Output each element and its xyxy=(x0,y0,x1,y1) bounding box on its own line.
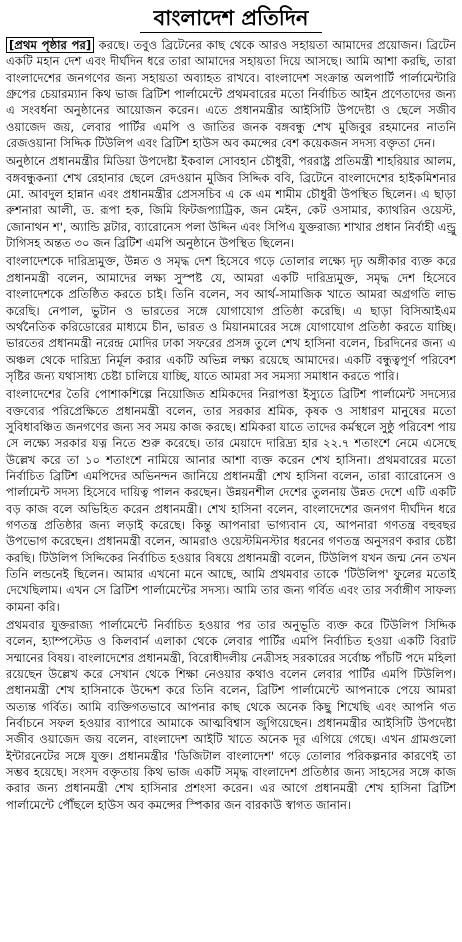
newspaper-name: বাংলাদেশ প্রতিদিন xyxy=(140,4,323,33)
article-paragraph: বাংলাদেশকে দারিদ্র্যমুক্ত, উন্নত ও সমৃদ্ধ দেশ হিসেবে গড়ে তোলার লক্ষ্যে দৃঢ় অঙ্গীকার ব্যক্ত করে প্রধানমন্ত্রী বলেন, আমাদের লক্ষ্য সুস্পষ্ট যে, আমরা একটি দারিদ্র্যমুক্ত, সমৃদ্ধ দেশ হিসেবে বাংলাদেশকে প্রতিষ্ঠিত করতে চাই। তিনি বলেন, সব আর্থ-সামাজিক খাতে আমরা অগ্রগতি লাভ করেছি। নেপাল, ভুটান ও ভারতের সঙ্গে যোগাযোগ প্রতিষ্ঠা করেছি। এ ছাড়া বিসিআইএম অর্থনৈতিক করিডোরের মাধ্যমে চীন, ভারত ও মিয়ানমারের সঙ্গে যোগাযোগ প্রতিষ্ঠা করতে যাচ্ছি। ভারতের প্রধানমন্ত্রী নরেন্দ্র মোদির ঢাকা সফরের প্রসঙ্গ তুলে শেখ হাসিনা বলেন, চিরদিনের জন্য এ অঞ্চল থেকে দারিদ্র্য নির্মূল করার একটি অভিন্ন লক্ষ্য রয়েছে আমাদের। একটি বন্ধুত্বপূর্ণ পরিবেশ সৃষ্টির জন্য যথাসাধ্য চেষ্টা চালিয়ে যাচ্ছি, যাতে আমরা সব সমস্যা সমাধান করতে পারি। xyxy=(6,254,457,383)
article-paragraph: বাংলাদেশের তৈরি পোশাকশিল্পে নিয়োজিত শ্রমিকদের নিরাপত্তা ইস্যুতে ব্রিটিশ পার্লামেন্ট সদস্যের বক্তব্যের পরিপ্রেক্ষিতে প্রধানমন্ত্রী বলেন, তার সরকার শ্রমিক, কৃষক ও সাধারণ মানুষের মতো সুবিধাবঞ্চিত জনগণের জন্য সব সময় কাজ করছে। শ্রমিকরা যাতে তাদের কর্মস্থলে সুষ্ঠু পরিবেশ পায় সে লক্ষ্যে সরকার যত্ন নিতে শুরু করেছে। তার মেয়াদে দারিদ্র্য হার ২২.৭ শতাংশে নেমে এসেছে উল্লেখ করে তা ১০ শতাংশে নামিয়ে আনার আশা ব্যক্ত করেন শেখ হাসিনা। প্রথমবারের মতো নির্বাচিত ব্রিটিশ এমপিদের অভিনন্দন জানিয়ে প্রধানমন্ত্রী শেখ হাসিনা বলেন, তারা ব্যারোনেস ও পার্লামেন্ট সদস্য হিসেবে দায়িত্ব পালন করছেন। উন্নয়নশীল দেশের তুলনায় উন্নত দেশে এটি একটি বড় কাজ বলে অভিহিত করেন প্রধানমন্ত্রী। শেখ হাসিনা বলেন, বাংলাদেশের জনগণ দীর্ঘদিন ধরে গণতন্ত্র প্রতিষ্ঠার জন্য লড়াই করেছে। কিন্তু আপনারা ভাগ্যবান যে, আপনারা গণতন্ত্র বহুবছর উপভোগ করেছেন। প্রধানমন্ত্রী বলেন, আমরাও ওয়েস্টমিনস্টার ধরনের গণতন্ত্র অনুসরণ করার চেষ্টা করছি। টিউলিপ সিদ্দিকের নির্বাচিত হওয়ার বিষয়ে প্রধানমন্ত্রী বলেন, টিউলিপ যখন জন্ম নেন তখন তিনি লন্ডনেই ছিলেন। আমার এখনো মনে আছে, আমি প্রথমবার তাকে 'টিউলিপ' ফুলের মতোই দেখেছিলাম। এখন সে ব্রিটিশ পার্লামেন্টের সদস্য। আমি তার জন্য গর্বিত এবং তার সর্বাঙ্গীণ সাফল্য কামনা করি। xyxy=(6,387,456,614)
masthead xyxy=(6,4,456,33)
article-paragraph: অনুষ্ঠানে প্রধানমন্ত্রীর মিডিয়া উপদেষ্টা ইকবাল সোবহান চৌধুরী, পররাষ্ট্র প্রতিমন্ত্রী শাহরিয়ার আলম, বঙ্গবন্ধুকন্যা শেখ রেহানার ছেলে রেদওয়ান মুজিব সিদ্দিক ববি, ব্রিটেনে বাংলাদেশের হাইকমিশনার মো. আবদুল হান্নান এবং প্রধানমন্ত্রীর প্রেসসচিব এ কে এম শামীম চৌধুরী উপস্থিত ছিলেন। এ ছাড়া রুশনারা আলী, ড. রূপা হক, জিমি ফিটজপ্যাট্রিক, জন মেইন, কেট ওসামার, ক্যাথরিন ওয়েস্ট, জোনাথন শ', অ্যান্ডি স্লটার, ব্যারোনেস পলা উদ্দিন এবং সিপিএ যুক্তরাজ্য শাখার প্রধান নির্বাহী এন্ড্রু টাগিসহ অন্তত ৩০ জন ব্রিটিশ এমপি অনুষ্ঠানে উপস্থিত ছিলেন। xyxy=(6,154,456,251)
article-body xyxy=(6,37,456,813)
paragraph-text: করছে। তবুও ব্রিটেনের কাছ থেকে আরও সহায়তা আমাদের প্রয়োজন। ব্রিটেন একটি মহান দেশ এবং দীর্ঘদিন ধরে তারা আমাদের সহায়তা দিয়ে আসছে। আমি আশা করছি, তারা বাংলাদেশের জনগণের জন্য সহায়তা অব্যাহত রাখবে। বাংলাদেশ সংক্রান্ত অলপার্টি পার্লামেন্টারি গ্রুপের চেয়ারম্যান কিথ ভাজ ব্রিটিশ পার্লামেন্টে প্রথমবারের মতো নির্বাচিত আইন প্রণেতাদের জন্য এ সংবর্ধনা অনুষ্ঠানের আয়োজন করেন। এতে প্রধানমন্ত্রীর আইসিটি উপদেষ্টা ও ছেলে সজীব ওয়াজেদ জয়, লেবার পার্টির এমপি ও জাতির জনক বঙ্গবন্ধু শেখ মুজিবুর রহমানের নাতনি রেজওয়ানা সিদ্দিক টিউলিপ এবং ব্রিটিশ হাউস অব কমন্সের বেশ কয়েকজন সদস্য বক্তৃতা দেন। xyxy=(6,38,456,151)
article-paragraph xyxy=(6,37,456,151)
article-paragraph: প্রথমবার যুক্তরাজ্য পার্লামেন্টে নির্বাচিত হওয়ার পর তার অনুভূতি ব্যক্ত করে টিউলিপ সিদ্দিক বলেন, হ্যাম্পস্টেড ও কিলবার্ন এলাকা থেকে লেবার পার্টির এমপি নির্বাচিত হওয়া একটি বিরাট সম্মানের বিষয়। বাংলাদেশের প্রধানমন্ত্রী, বিরোধীদলীয় নেত্রীসহ সরকারের সর্বোচ্চ পাঁচটি পদে মহিলা রয়েছেন উল্লেখ করে সেখান থেকে শিক্ষা নেওয়ার কথাও বলেন লেবার পার্টির এমপি টিউলিপ। প্রধানমন্ত্রী শেখ হাসিনাকে উদ্দেশ করে তিনি বলেন, ব্রিটিশ পার্লামেন্টে আপনাকে পেয়ে আমরা অত্যন্ত গর্বিত। আমি ব্যক্তিগতভাবে আপনার কাছ থেকে অনেক কিছু শিখেছি এবং আপনি গত নির্বাচনে সফল হওয়ার ব্যাপারে আমাকে আত্মবিশ্বাস জুগিয়েছেন। প্রধানমন্ত্রীর আইসিটি উপদেষ্টা সজীব ওয়াজেদ জয় বলেন, বাংলাদেশ আইটি খাতে অনেক দূর এগিয়ে গেছে। এখন গ্রামগুলো ইন্টারনেটের সঙ্গে যুক্ত। প্রধানমন্ত্রীর 'ডিজিটাল বাংলাদেশ' গড়ে তোলার পরিকল্পনার কারণেই তা সম্ভব হয়েছে। সংসদ বক্তৃতায় কিথ ভাজ একটি সমৃদ্ধ বাংলাদেশ প্রতিষ্ঠার জন্য সাহসের সঙ্গে কাজ করার জন্য প্রধানমন্ত্রী শেখ হাসিনার প্রশংসা করেন। এর আগে প্রধানমন্ত্রী শেখ হাসিনা ব্রিটিশ পার্লামেন্টে পৌঁছলে হাউস অব কমন্সের স্পিকার জন বারকাউ স্বাগত জানান। xyxy=(6,618,456,812)
continued-from-front-page-label: [প্রথম পৃষ্ঠার পর] xyxy=(6,37,94,53)
